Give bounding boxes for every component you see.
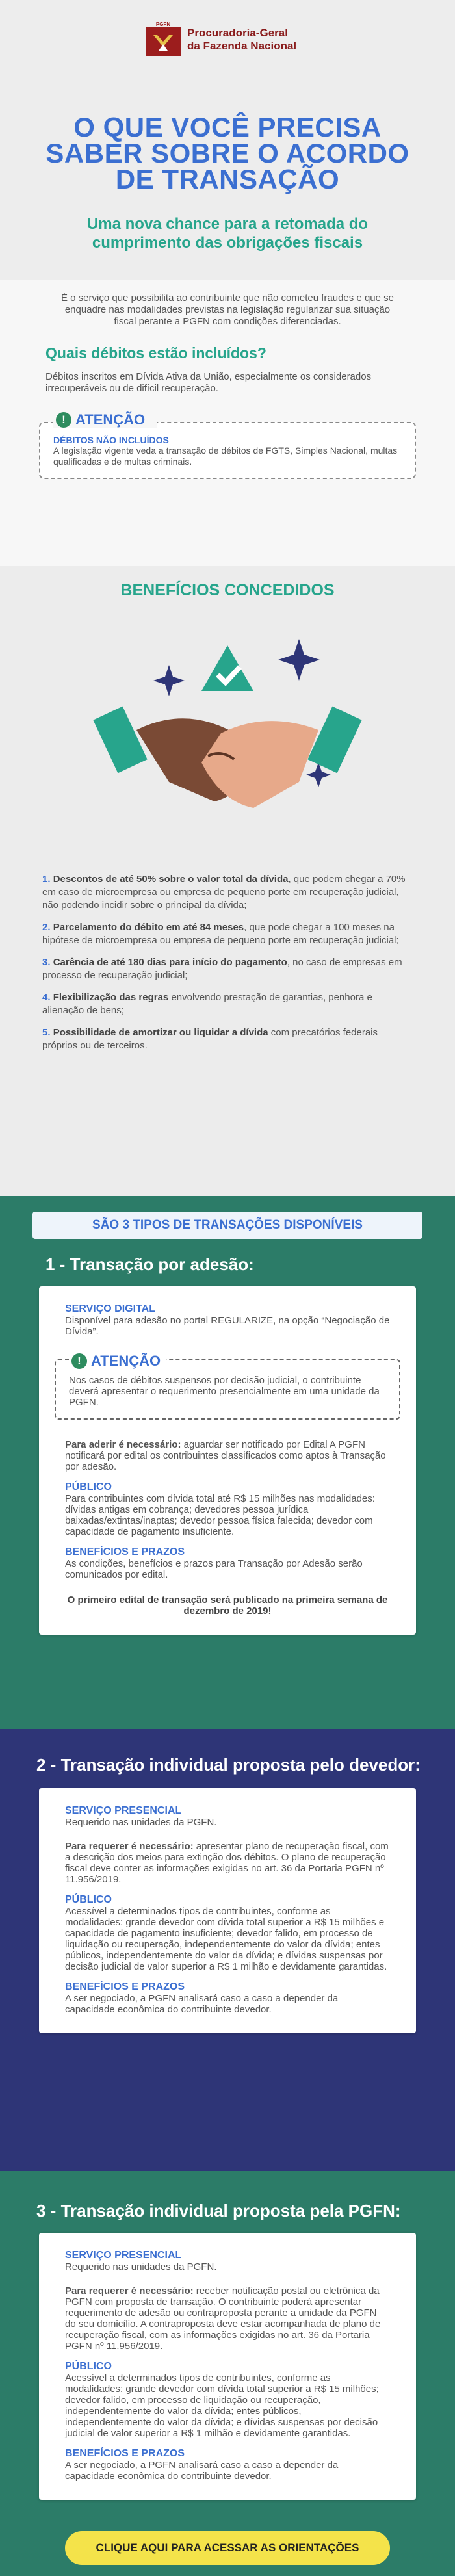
attention-body: Nos casos de débitos suspensos por decisão judicial, o contribuinte deverá apresentar o requerimento presencialmente em uma unidade da PGFN. (69, 1375, 380, 1408)
title-line-3: DE TRANSAÇÃO (115, 164, 340, 194)
type-3-card (39, 2233, 416, 2500)
intro-section (0, 280, 455, 566)
logo-mark: PGFN (155, 21, 171, 27)
service-title: SERVIÇO PRESENCIAL (65, 2250, 182, 2261)
benefits-list (42, 873, 413, 1052)
list-item: 2. Parcelamento do débito em até 84 meses, que pode chegar a 100 meses na hipótese de microempresa ou empresa de pequeno porte em recuperação judicial; (42, 922, 399, 946)
benefits-deadlines-text: A ser negociado, a PGFN analisará caso a caso a depender da capacidade econômica do contribuinte devedor. (65, 2460, 339, 2482)
requirement-text: Para aderir é necessário: aguardar ser notificado por Edital A PGFN notificará por edital os contribuintes classificados como aptos à Transação por adesão. (65, 1439, 386, 1472)
list-item: 1. Descontos de até 50% sobre o valor total da dívida, que podem chegar a 70% em caso de microempresa ou empresa de pequeno porte em recuperação judicial, não podendo incidir sobre o principal da dívida; (42, 874, 406, 911)
pgfn-logo-icon (144, 21, 182, 59)
public-title: PÚBLICO (65, 2361, 112, 2372)
title-line-2: SABER SOBRE O ACORDO (46, 138, 410, 168)
public-title: PÚBLICO (65, 1894, 112, 1905)
type-1-card (39, 1286, 416, 1635)
benefits-section (0, 566, 455, 1196)
excluded-text: A legislação vigente veda a transação de débitos de FGTS, Simples Nacional, multas qualificadas e de multas criminais. (53, 445, 398, 467)
attention-text: ATENÇÃO (75, 411, 146, 428)
transaction-type-2 (0, 1729, 455, 2171)
excluded-title: DÉBITOS NÃO INCLUÍDOS (53, 435, 169, 445)
type-3-heading: 3 - Transação individual proposta pela PGFN: (36, 2201, 401, 2220)
attention-text: ATENÇÃO (91, 1353, 161, 1369)
types-pill: SÃO 3 TIPOS DE TRANSAÇÕES DISPONÍVEIS (32, 1212, 422, 1239)
sparkle-icon (278, 639, 320, 681)
guidelines-cta-button[interactable]: CLIQUE AQUI PARA ACESSAR AS ORIENTAÇÕES (65, 2531, 390, 2565)
service-text: Requerido nas unidades da PGFN. (65, 1817, 217, 1828)
benefits-deadlines-title: BENEFÍCIOS E PRAZOS (65, 1981, 185, 1992)
subtitle-line-2: cumprimento das obrigações fiscais (92, 234, 363, 252)
pgfn-logo (144, 21, 296, 59)
requirement-text: Para requerer é necessário: receber notificação postal ou eletrônica da PGFN com proposta de transação. O contribuinte poderá apresentar requerimento de adesão ou contraproposta perante a unidade da PGFN do seu domicílio. A contraproposta deve estar acompanhada de plano de recuperação fiscal, com as informações exigidas no art. 36 da Portaria PGFN nº 11.956/2019. (65, 2285, 381, 2352)
list-item: 3. Carência de até 180 dias para início do pagamento, no caso de empresas em processo de recuperação judicial; (42, 957, 402, 981)
list-item: 5. Possibilidade de amortizar ou liquidar a dívida com precatórios federais próprios ou de terceiros. (42, 1027, 378, 1051)
benefits-title: BENEFÍCIOS CONCEDIDOS (120, 581, 335, 599)
intro-text: É o serviço que possibilita ao contribuinte que não cometeu fraudes e que se enquadre nas modalidades previstas na legislação regularizar sua situação fiscal perante a PGFN com condições diferenciadas. (61, 293, 394, 327)
handshake-icon (91, 613, 364, 847)
page-title (0, 114, 455, 192)
requirement-text: Para requerer é necessário: apresentar plano de recuperação fiscal, com a descrição dos meios para extinção dos débitos. O plano de recuperação fiscal deve conter as informações exigidas no art. 36 da Portaria PGFN nº 11.956/2019. (65, 1841, 389, 1885)
type-2-card (39, 1788, 416, 2033)
service-title: SERVIÇO PRESENCIAL (65, 1805, 182, 1816)
attention-icon: ! (72, 1353, 87, 1369)
attention-label (69, 1353, 166, 1370)
digital-title: SERVIÇO DIGITAL (65, 1303, 155, 1314)
transaction-type-1 (0, 1196, 455, 1729)
service-text: Requerido nas unidades da PGFN. (65, 2261, 217, 2272)
subtitle-line-1: Uma nova chance para a retomada do (86, 215, 369, 233)
type-1-heading: 1 - Transação por adesão: (46, 1255, 254, 1274)
logo-line-1: Procuradoria-Geral (187, 27, 288, 39)
subtitle (0, 215, 455, 252)
benefits-deadlines-title: BENEFÍCIOS E PRAZOS (65, 1546, 185, 1557)
list-item: 4. Flexibilização das regras envolvendo prestação de garantias, penhora e alienação de bens; (42, 992, 372, 1016)
public-title: PÚBLICO (65, 1481, 112, 1492)
digital-text: Disponível para adesão no portal REGULARIZE, na opção “Negociação de Dívida”. (65, 1315, 390, 1337)
included-debts-question: Quais débitos estão incluídos? (46, 345, 266, 361)
public-text: Para contribuintes com dívida total até R$ 15 milhões nas modalidades: dívidas antigas em cobrança; devedores pessoa jurídica baixadas/extintas/inaptas; devedor pessoa física falecida; devedor com capacidade de pagamento insuficiente. (65, 1493, 375, 1537)
benefits-deadlines-text: As condições, benefícios e prazos para Transação por Adesão serão comunicados por edital. (65, 1558, 363, 1580)
transaction-type-3 (0, 2171, 455, 2576)
type-2-heading: 2 - Transação individual proposta pelo devedor: (36, 1755, 421, 1775)
attention-box (55, 1353, 400, 1420)
attention-box (39, 411, 416, 479)
header (0, 0, 455, 280)
benefits-deadlines-title: BENEFÍCIOS E PRAZOS (65, 2448, 185, 2459)
attention-icon: ! (56, 412, 72, 428)
public-text: Acessível a determinados tipos de contribuintes, conforme as modalidades: grande devedor com dívida total superior a R$ 15 milhões e capacidade de pagamento insuficiente; devedor falido, em processo de liquidação ou recuperação, independentemente do valor da dívida; entes públicos, independentemente do valor da dívida; e dívidas suspensas por decisão judicial de valor superior a R$ 1 milhão e devidamente garantidas. (65, 1906, 387, 1972)
included-debts-answer: Débitos inscritos em Dívida Ativa da União, especialmente os considerados irrecuperáveis ou de difícil recuperação. (46, 371, 372, 394)
logo-line-2: da Fazenda Nacional (187, 40, 297, 52)
benefits-deadlines-text: A ser negociado, a PGFN analisará caso a caso a depender da capacidade econômica do contribuinte devedor. (65, 1993, 339, 2015)
attention-label (53, 411, 157, 428)
sparkle-icon (153, 665, 185, 696)
public-text: Acessível a determinados tipos de contribuintes, conforme as modalidades: grande devedor com dívida total superior a R$ 15 milhões; devedor falido, em processo de liquidação ou recuperação, independentemente do valor da dívida; entes públicos, independentemente do valor da dívida; e dívidas suspensas por decisão judicial de valor superior a R$ 1 milhão e devidamente garantidas. (65, 2373, 379, 2439)
first-edital-note: O primeiro edital de transação será publicado na primeira semana de dezembro de 2019! (67, 1594, 388, 1617)
title-line-1: O QUE VOCÊ PRECISA (73, 112, 382, 142)
